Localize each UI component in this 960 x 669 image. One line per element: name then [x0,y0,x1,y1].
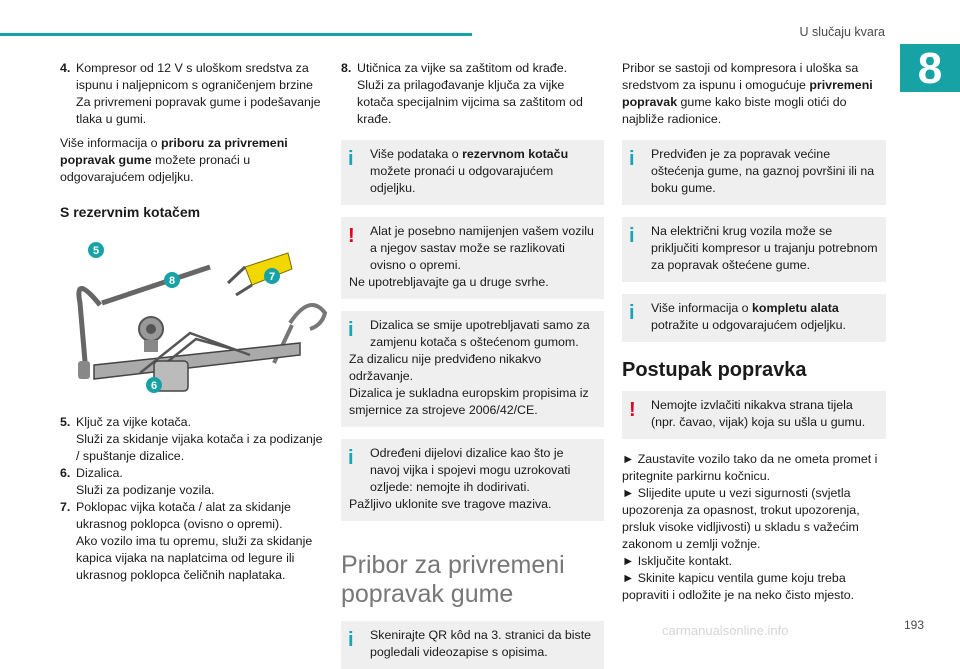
jack-shape [94,343,300,379]
info-box-spare-wheel: i Više podataka o rezervnom kotaču možete pronaći u odgovarajućem odjeljku. [341,140,604,205]
info-icon: i [348,319,354,341]
section-title: U slučaju kvara [799,25,885,39]
list-item-7: 7. Poklopac vijka kotača / alat za skidanje ukrasnog poklopca (ovisno o opremi). Ako vozilo ima tu opremu, služi za skidanje kapica vijaka na naplatcima od legure ili ukrasnog poklopca čeličnih naplataka. [60,500,313,582]
step-4: ► Skinite kapicu ventila gume koju treba popraviti i odložite je na neko čisto mjesto. [622,571,855,602]
chapter-tab: 8 [900,44,960,92]
column-right [622,60,886,604]
info-icon: i [629,148,635,170]
procedure-steps [622,451,886,604]
warning-box-foreign-objects: ! Nemojte izvlačiti nikakva strana tijela (npr. čavao, vijak) koja su ušla u gumu. [622,391,886,439]
list-item-5: 5. Ključ za vijke kotača. Služi za skidanje vijaka kotača i za podizanje / spuštanje dizalice. [60,415,323,463]
warning-icon: ! [348,225,355,247]
step-2: ► Slijedite upute u vezi sigurnosti (svjetla upozorenja za opasnost, trokut upozorenja, prsluk visoke vidljivosti) u skladu s važećim zakonom u zemlji vožnje. [622,486,860,551]
info-icon: i [629,302,635,324]
list-item-4: 4. Kompresor od 12 V s uloškom sredstva za ispunu i naljepnicom s ograničenjem brzine Za privremeni popravak gume i podešavanje tlaka u gumi. [60,61,321,126]
info-box-compressor: i Na električni krug vozila može se priključiti kompresor u trajanju potrebnom za popravak oštećene gume. [622,217,886,282]
paragraph-kit-intro: Pribor se sastoji od kompresora i uloška sa sredstvom za ispunu i omogućuje privremeni popravak gume kako biste mogli otići do najbliže radionice. [622,61,873,126]
info-box-qr: i Skenirajte QR kôd na 3. stranici da biste pogledali videozapise s opisima. [341,621,604,669]
info-box-damage: i Predviđen je za popravak većine oštećenja gume, na gaznoj površini ili na boku gume. [622,140,886,205]
warning-icon: ! [629,399,636,421]
callout-6: 6 [150,380,158,392]
tools-illustration [60,233,323,403]
callout-8: 8 [168,275,176,287]
info-box-jack: i Dizalica se smije upotrebljavati samo za zamjenu kotača s oštećenom gumom. Za dizalicu nije predviđeno nikakvo održavanje. Dizalica je sukladna europskim propisima iz smjernice za strojeve 2006/42/CE. [341,311,604,427]
warning-box-tools: ! Alat je posebno namijenjen vašem vozilu a njegov sastav može se razlikovati ovisno o opremi. Ne upotrebljavajte ga u druge svrhe. [341,217,604,299]
info-box-jack-parts: i Određeni dijelovi dizalice kao što je navoj vijka i spojevi mogu uzrokovati ozljede: nemojte ih dodirivati. Pažljivo uklonite sve tragove maziva. [341,439,604,521]
step-1: ► Zaustavite vozilo tako da ne ometa promet i pritegnite parkirnu kočnicu. [622,452,878,483]
page-number: 193 [903,618,924,632]
wheel-brace-shape [79,288,100,373]
step-3: ► Isključite kontakt. [622,554,733,568]
info-box-toolkit: i Više informacija o kompletu alata potražite u odgovarajućem odjeljku. [622,294,886,342]
callout-7: 7 [268,271,276,283]
paragraph-info: Više informacija o priboru za privremeni popravak gume možete pronaći u odgovarajućem odjeljku. [60,136,288,184]
info-icon: i [348,148,354,170]
list-item-8: 8. Utičnica za vijke sa zaštitom od krađe. Služi za prilagođavanje ključa za vijke kotača specijalnim vijcima sa zaštitom od krađe. [341,61,583,126]
section-heading-repair-procedure: Postupak popravka [622,359,807,381]
column-left [60,60,323,584]
subheading-spare-wheel: S rezervnim kotačem [60,204,201,220]
info-icon: i [629,225,635,247]
info-icon: i [348,629,354,651]
list-item-6: 6. Dizalica. Služi za podizanje vozila. [60,466,215,497]
watermark: carmanualsonline.info [662,623,789,638]
section-heading-repair-kit: Pribor za privremeni popravak gume [341,551,565,608]
info-icon: i [348,447,354,469]
callout-5: 5 [92,245,100,257]
column-middle [341,60,604,669]
header-accent-bar [0,33,472,36]
hook-tool-shape [290,305,325,329]
